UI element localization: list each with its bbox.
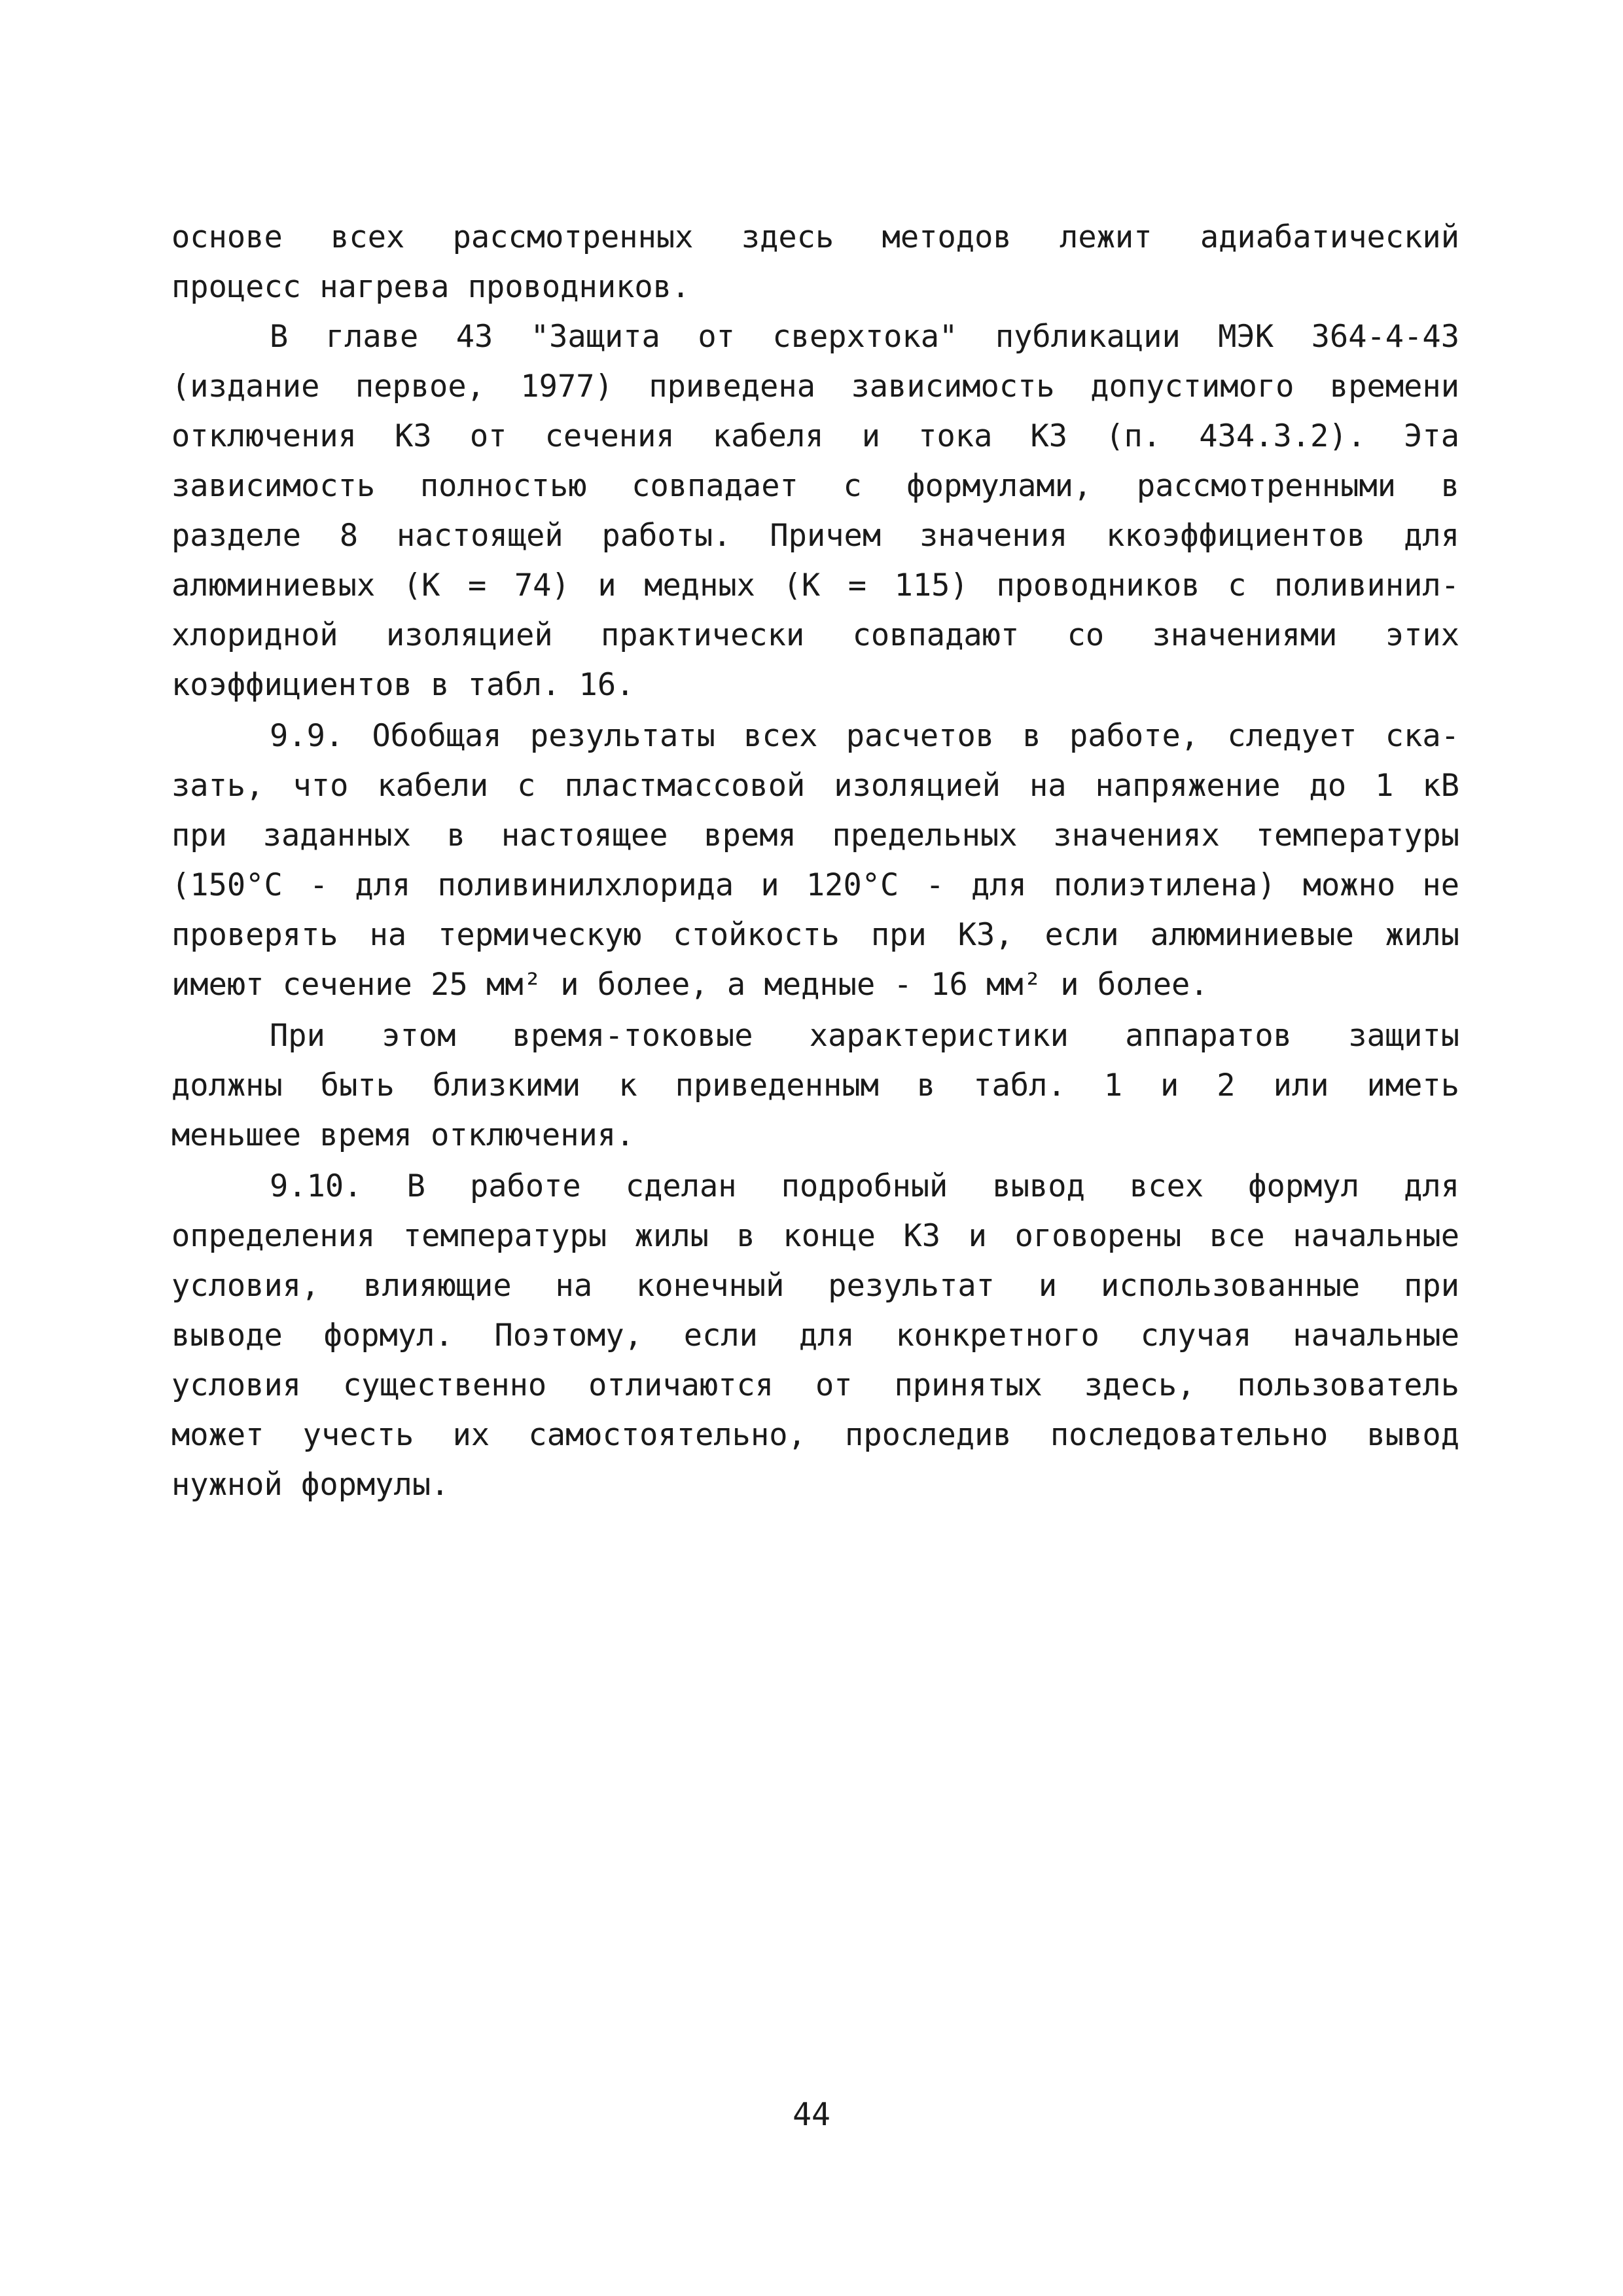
text-line: При этом время-токовые характеристики аппаратов защиты bbox=[270, 1018, 1459, 1054]
text-line: проверять на термическую стойкость при КЗ, если алюминиевые жилы bbox=[171, 917, 1459, 953]
text-line: должны быть близкими к приведенным в табл. 1 и 2 или иметь bbox=[171, 1067, 1459, 1103]
text-line: (издание первое, 1977) приведена зависимость допустимого времени bbox=[171, 368, 1459, 404]
text-line: условия существенно отличаются от принятых здесь, пользователь bbox=[171, 1367, 1459, 1403]
text-line: процесс нагрева проводников. bbox=[171, 269, 690, 305]
text-line: В главе 43 "Защита от сверхтока" публикации МЭК 364-4-43 bbox=[270, 319, 1459, 355]
text-line: 9.10. В работе сделан подробный вывод всех формул для bbox=[270, 1168, 1459, 1204]
text-line: при заданных в настоящее время предельных значениях температуры bbox=[171, 817, 1459, 853]
text-line: может учесть их самостоятельно, проследив последовательно вывод bbox=[171, 1417, 1459, 1453]
text-line: имеют сечение 25 мм² и более, а медные - 16 мм² и более. bbox=[171, 967, 1209, 1003]
text-line: (150°С - для поливинилхлорида и 120°С - для полиэтилена) можно не bbox=[171, 867, 1459, 903]
text-line: алюминиевых (К = 74) и медных (К = 115) проводников с поливинил- bbox=[171, 567, 1459, 603]
text-line: разделе 8 настоящей работы. Причем значения ккоэффициентов для bbox=[171, 518, 1459, 554]
text-line: определения температуры жилы в конце КЗ и оговорены все начальные bbox=[171, 1218, 1459, 1254]
text-line: 9.9. Обобщая результаты всех расчетов в работе, следует ска- bbox=[270, 718, 1459, 754]
text-line: нужной формулы. bbox=[171, 1467, 450, 1503]
text-line: зависимость полностью совпадает с формулами, рассмотренными в bbox=[171, 468, 1459, 504]
text-line: выводе формул. Поэтому, если для конкретного случая начальные bbox=[171, 1318, 1459, 1354]
text-line: меньшее время отключения. bbox=[171, 1117, 635, 1153]
text-line: хлоридной изоляцией практически совпадают со значениями этих bbox=[171, 617, 1459, 653]
text-line: основе всех рассмотренных здесь методов лежит адиабатический bbox=[171, 219, 1459, 255]
text-line: зать, что кабели с пластмассовой изоляцией на напряжение до 1 кВ bbox=[171, 768, 1459, 804]
text-line: отключения КЗ от сечения кабеля и тока КЗ (п. 434.3.2). Эта bbox=[171, 418, 1459, 454]
text-line: коэффициентов в табл. 16. bbox=[171, 667, 635, 703]
page-number: 44 bbox=[793, 2096, 830, 2133]
text-line: условия, влияющие на конечный результат и использованные при bbox=[171, 1268, 1459, 1304]
